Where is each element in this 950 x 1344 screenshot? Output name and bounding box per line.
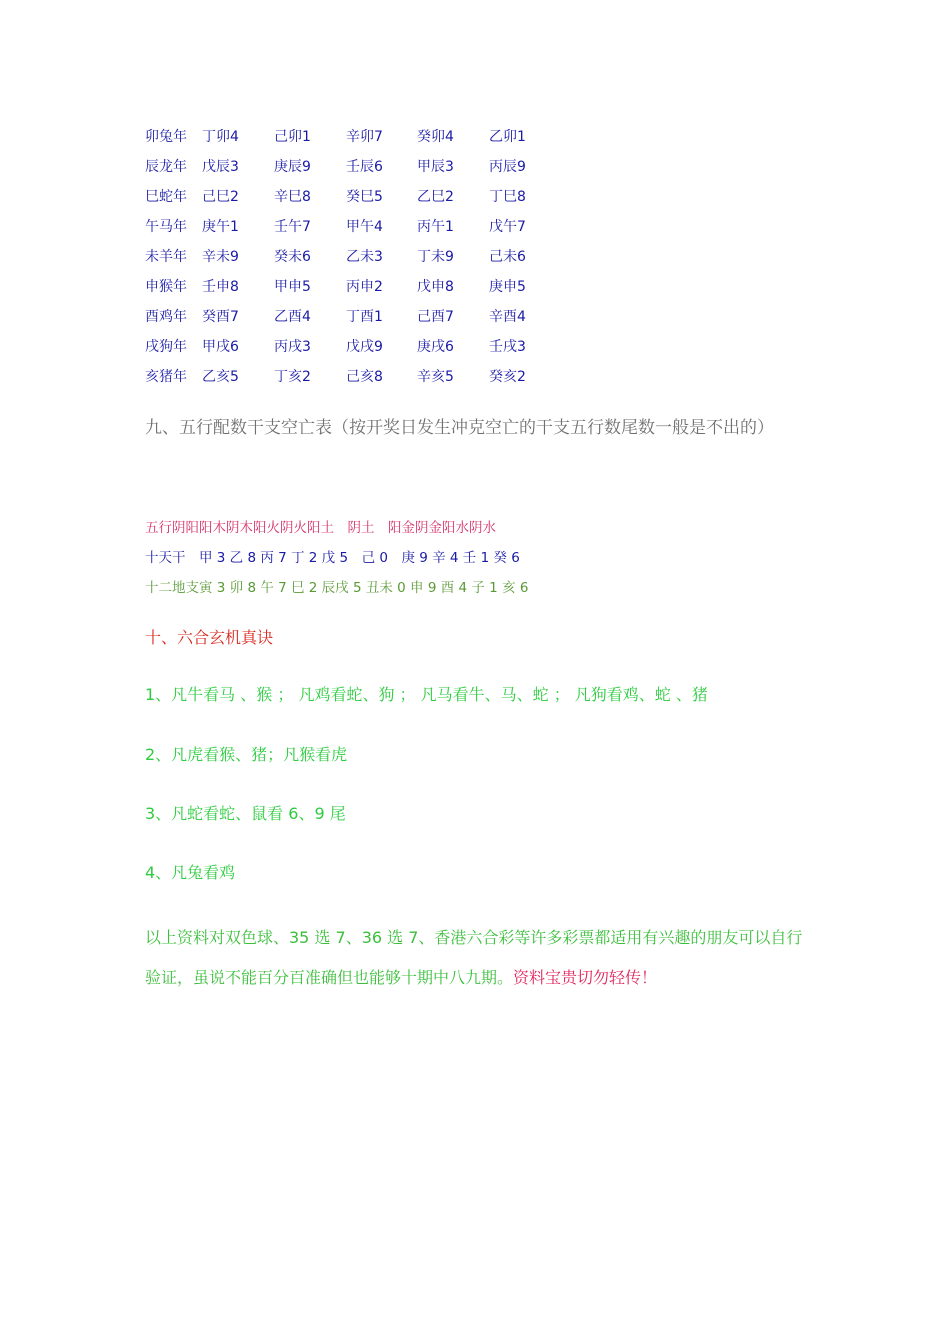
ganzhi-cell: 丙申2 — [346, 279, 383, 295]
tiangan-line: 十天干 甲 3 乙 8 丙 7 丁 2 戊 5 己 0 庚 9 辛 4 壬 1 癸 6 — [145, 550, 520, 566]
ganzhi-cell: 戊辰3 — [202, 159, 239, 175]
ganzhi-cell: 乙巳2 — [417, 189, 454, 205]
rule-item: 4、凡兔看鸡 — [145, 863, 236, 882]
ganzhi-cell: 丁巳8 — [489, 189, 526, 205]
ganzhi-cell: 辛酉4 — [489, 309, 526, 325]
ganzhi-cell: 乙未3 — [346, 249, 383, 265]
ganzhi-cell: 壬辰6 — [346, 159, 383, 175]
year-label: 辰龙年 — [145, 159, 187, 175]
table-row — [145, 213, 565, 243]
ganzhi-cell: 丁亥2 — [274, 369, 311, 385]
year-label: 申猴年 — [145, 279, 187, 295]
table-row — [145, 153, 565, 183]
ganzhi-cell: 庚辰9 — [274, 159, 311, 175]
ganzhi-cell: 丁未9 — [417, 249, 454, 265]
ganzhi-cell: 庚戌6 — [417, 339, 454, 355]
table-row — [145, 303, 565, 333]
ganzhi-cell: 己卯1 — [274, 129, 311, 145]
ganzhi-cell: 甲辰3 — [417, 159, 454, 175]
year-ganzhi-table — [145, 123, 565, 393]
table-row — [145, 363, 565, 393]
ganzhi-cell: 己酉7 — [417, 309, 454, 325]
rule-item: 3、凡蛇看蛇、鼠看 6、9 尾 — [145, 804, 346, 823]
ganzhi-cell: 庚申5 — [489, 279, 526, 295]
table-row — [145, 183, 565, 213]
ganzhi-cell: 癸亥2 — [489, 369, 526, 385]
ganzhi-cell: 戊戌9 — [346, 339, 383, 355]
year-label: 亥猪年 — [145, 369, 187, 385]
ganzhi-cell: 乙亥5 — [202, 369, 239, 385]
section-10-heading: 十、六合玄机真诀 — [145, 628, 274, 647]
footer-paragraph — [145, 918, 815, 998]
ganzhi-cell: 壬戌3 — [489, 339, 526, 355]
year-label: 酉鸡年 — [145, 309, 187, 325]
rule-item: 1、凡牛看马 、猴 ； 凡鸡看蛇、狗 ； 凡马看牛、马、蛇 ； 凡狗看鸡、蛇 、猪 — [145, 685, 708, 704]
ganzhi-cell: 甲午4 — [346, 219, 383, 235]
warning-text: 资料宝贵切勿轻传！ — [513, 968, 658, 987]
ganzhi-cell: 戊申8 — [417, 279, 454, 295]
ganzhi-cell: 壬申8 — [202, 279, 239, 295]
table-row — [145, 273, 565, 303]
ganzhi-cell: 癸卯4 — [417, 129, 454, 145]
ganzhi-cell: 辛亥5 — [417, 369, 454, 385]
ganzhi-cell: 辛卯7 — [346, 129, 383, 145]
ganzhi-cell: 己巳2 — [202, 189, 239, 205]
footer-text: 以上资料对双色球、35 选 7、36 选 7、香港六合彩等许多彩票都适用有兴趣的朋友可以自行验证，虽说不能百分百准确但也能够十期中八九期。 — [145, 928, 803, 987]
ganzhi-cell: 乙卯1 — [489, 129, 526, 145]
ganzhi-cell: 戊午7 — [489, 219, 526, 235]
ganzhi-cell: 癸未6 — [274, 249, 311, 265]
ganzhi-cell: 丙辰9 — [489, 159, 526, 175]
ganzhi-cell: 辛巳8 — [274, 189, 311, 205]
ganzhi-cell: 己未6 — [489, 249, 526, 265]
table-row — [145, 333, 565, 363]
ganzhi-cell: 丁卯4 — [202, 129, 239, 145]
year-label: 卯兔年 — [145, 129, 187, 145]
ganzhi-cell: 己亥8 — [346, 369, 383, 385]
dizhi-line: 十二地支寅 3 卯 8 午 7 巳 2 辰戌 5 丑未 0 申 9 酉 4 子 1 亥 6 — [145, 580, 529, 596]
ganzhi-cell: 癸酉7 — [202, 309, 239, 325]
year-label: 巳蛇年 — [145, 189, 187, 205]
ganzhi-cell: 丙戌3 — [274, 339, 311, 355]
ganzhi-cell: 丁酉1 — [346, 309, 383, 325]
ganzhi-cell: 丙午1 — [417, 219, 454, 235]
section-9-heading: 九、五行配数干支空亡表（按开奖日发生冲克空亡的干支五行数尾数一般是不出的） — [145, 418, 774, 438]
year-label: 戌狗年 — [145, 339, 187, 355]
ganzhi-cell: 壬午7 — [274, 219, 311, 235]
rule-item: 2、凡虎看猴、猪；凡猴看虎 — [145, 745, 348, 764]
year-label: 未羊年 — [145, 249, 187, 265]
ganzhi-cell: 辛未9 — [202, 249, 239, 265]
year-label: 午马年 — [145, 219, 187, 235]
ganzhi-cell: 癸巳5 — [346, 189, 383, 205]
ganzhi-cell: 甲申5 — [274, 279, 311, 295]
ganzhi-cell: 庚午1 — [202, 219, 239, 235]
wuxing-number-table — [145, 513, 528, 603]
table-row — [145, 243, 565, 273]
ganzhi-cell: 乙酉4 — [274, 309, 311, 325]
document-page — [145, 0, 825, 1344]
table-row — [145, 123, 565, 153]
wuxing-line: 五行阴阳阳木阴木阳火阴火阳土 阴土 阳金阴金阳水阴水 — [145, 520, 496, 536]
ganzhi-cell: 甲戌6 — [202, 339, 239, 355]
